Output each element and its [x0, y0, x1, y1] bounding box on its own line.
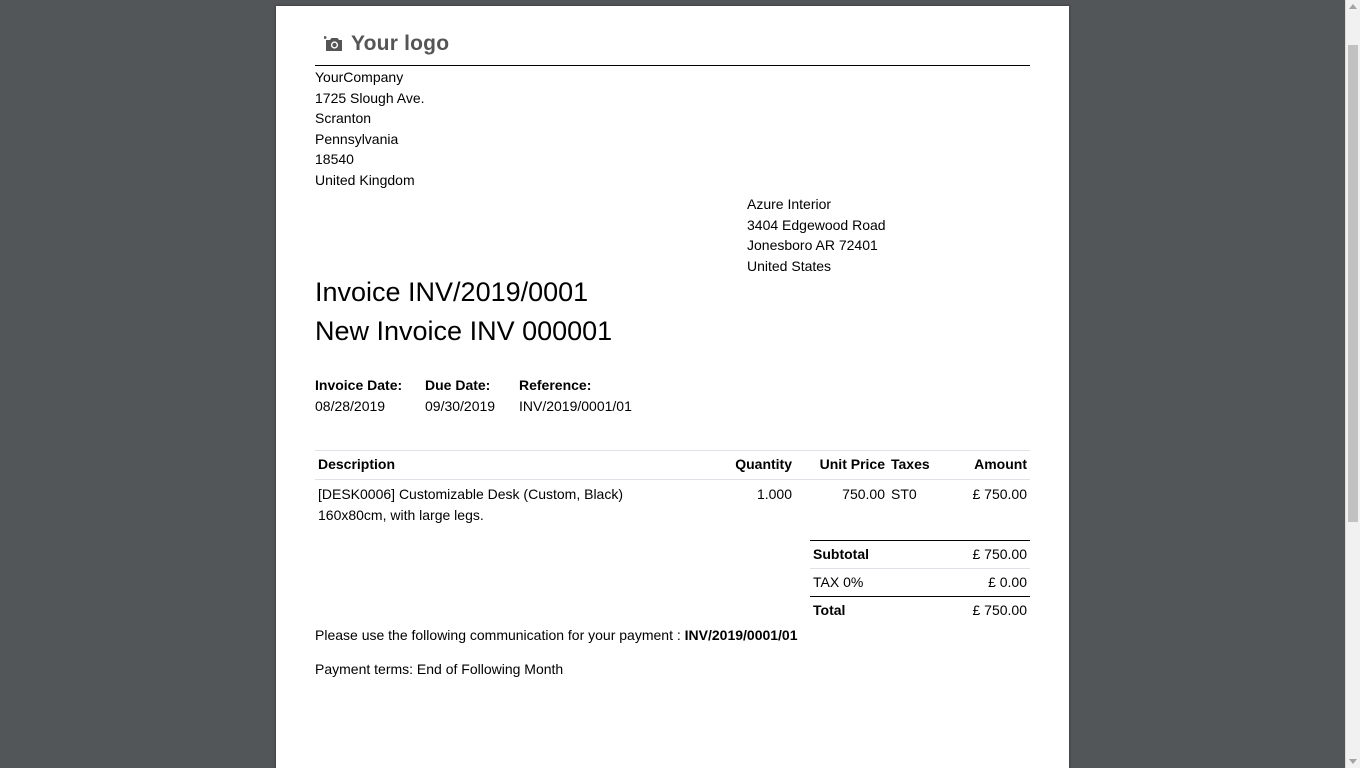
communication-text: Please use the following communication for your payment : — [315, 627, 685, 643]
subtotal-row — [810, 541, 1030, 569]
line-description-main: [DESK0006] Customizable Desk (Custom, Black) — [318, 486, 623, 502]
customer-street: 3404 Edgewood Road — [747, 216, 886, 233]
header-divider — [315, 65, 1030, 66]
camera-icon — [324, 35, 344, 53]
reference-value: INV/2019/0001/01 — [519, 398, 632, 414]
total-value: £ 750.00 — [921, 597, 1030, 625]
totals-table — [810, 540, 1030, 624]
invoice-date-value: 08/28/2019 — [315, 398, 386, 414]
company-zip: 18540 — [315, 151, 354, 167]
column-header-unit-price: Unit Price — [795, 451, 888, 480]
company-country: United Kingdom — [315, 171, 415, 188]
reference-label: Reference: — [519, 377, 592, 393]
invoice-page — [276, 6, 1069, 768]
tax-row — [810, 569, 1030, 597]
customer-country: United States — [747, 257, 832, 274]
total-label: Total — [810, 597, 921, 625]
line-amount: £ 750.00 — [972, 486, 1027, 502]
line-description — [315, 480, 725, 530]
tax-label: TAX 0% — [810, 569, 921, 597]
company-street: 1725 Slough Ave. — [315, 89, 425, 106]
total-row — [810, 597, 1030, 625]
column-header-amount: Amount — [963, 451, 1030, 480]
line-unit-price: 750.00 — [842, 486, 885, 502]
column-header-taxes: Taxes — [888, 451, 963, 480]
customer-address — [747, 194, 886, 276]
table-row — [315, 480, 1030, 530]
communication-reference: INV/2019/0001/01 — [684, 627, 798, 643]
due-date-block — [425, 375, 495, 417]
scroll-up-arrow-icon[interactable] — [1349, 4, 1357, 9]
line-quantity: 1.000 — [756, 486, 792, 502]
payment-communication — [315, 625, 798, 645]
scrollbar-thumb[interactable] — [1348, 45, 1358, 522]
payment-terms: Payment terms: End of Following Month — [315, 661, 564, 677]
invoice-subtitle: New Invoice INV 000001 — [315, 316, 613, 346]
customer-city: Jonesboro AR 72401 — [747, 237, 878, 253]
column-header-quantity: Quantity — [725, 451, 795, 480]
company-city: Scranton — [315, 110, 372, 126]
logo-text: Your logo — [351, 32, 450, 55]
line-taxes: ST0 — [891, 486, 917, 502]
company-name: YourCompany — [315, 69, 404, 85]
company-logo — [316, 26, 466, 62]
company-state: Pennsylvania — [315, 130, 399, 147]
vertical-scrollbar[interactable] — [1345, 0, 1360, 768]
reference-block — [519, 375, 632, 417]
table-header-row — [315, 451, 1030, 480]
due-date-label: Due Date: — [425, 377, 491, 393]
invoice-title: Invoice INV/2019/0001 — [315, 277, 589, 307]
company-address — [315, 67, 425, 190]
due-date-value: 09/30/2019 — [425, 398, 496, 414]
subtotal-label: Subtotal — [810, 541, 921, 569]
customer-name: Azure Interior — [747, 196, 832, 212]
invoice-date-label: Invoice Date: — [315, 377, 403, 393]
column-header-description: Description — [315, 451, 725, 480]
subtotal-value: £ 750.00 — [921, 541, 1030, 569]
invoice-date-block — [315, 375, 402, 417]
line-description-detail: 160x80cm, with large legs. — [318, 506, 484, 523]
invoice-lines-table — [315, 450, 1030, 529]
scroll-down-arrow-icon[interactable] — [1349, 759, 1357, 764]
tax-value: £ 0.00 — [921, 569, 1030, 597]
